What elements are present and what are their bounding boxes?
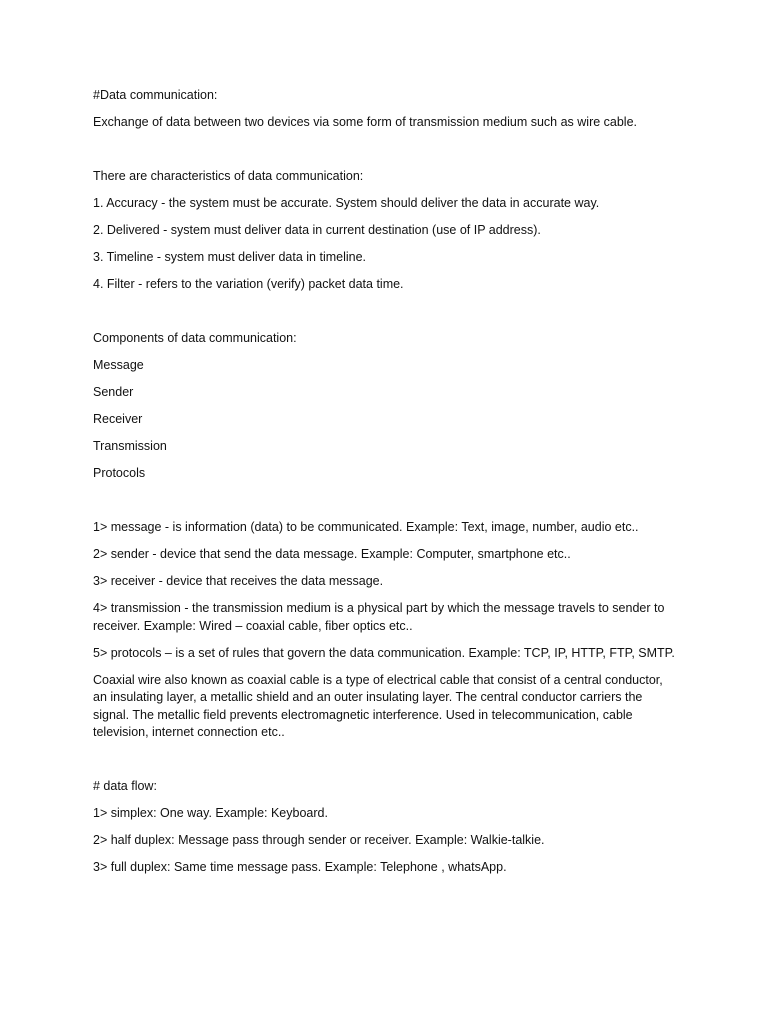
components-intro: Components of data communication: [93, 331, 297, 345]
definition-paragraph: Exchange of data between two devices via some form of transmission medium such as wire cable. [93, 115, 638, 129]
blank-line [93, 751, 678, 778]
blank-line [93, 492, 678, 519]
component-item: Transmission [93, 439, 167, 453]
component-detail-item: 4> transmission - the transmission medium is a physical part by which the message travels to sender to receiver. Example: Wired – coaxial cable, fiber optics etc.. [93, 601, 665, 633]
component-item: Message [93, 358, 144, 372]
characteristics-intro: There are characteristics of data communication: [93, 169, 364, 183]
coaxial-paragraph: Coaxial wire also known as coaxial cable is a type of electrical cable that consist of a central conductor, an insulating layer, a metallic shield and an outer insulating layer. The central conductor carriers the signal. The metallic field prevents electromagnetic interference. Used in telecommunication, cable television, internet connection etc.. [93, 672, 663, 739]
characteristic-item: 1. Accuracy - the system must be accurate. System should deliver the data in accurate way. [93, 196, 600, 210]
component-detail-item: 3> receiver - device that receives the data message. [93, 574, 384, 588]
document-page [93, 87, 678, 886]
component-detail-item: 1> message - is information (data) to be communicated. Example: Text, image, number, audio etc.. [93, 520, 639, 534]
dataflow-item: 1> simplex: One way. Example: Keyboard. [93, 806, 328, 820]
component-item: Protocols [93, 466, 146, 480]
dataflow-item: 2> half duplex: Message pass through sender or receiver. Example: Walkie-talkie. [93, 833, 545, 847]
component-detail-item: 5> protocols – is a set of rules that govern the data communication. Example: TCP, IP, HTTP, FTP, SMTP. [93, 645, 675, 660]
component-detail-item: 2> sender - device that send the data message. Example: Computer, smartphone etc.. [93, 547, 571, 561]
characteristic-item: 4. Filter - refers to the variation (verify) packet data time. [93, 277, 404, 291]
dataflow-item: 3> full duplex: Same time message pass. Example: Telephone , whatsApp. [93, 860, 507, 874]
characteristic-item: 2. Delivered - system must deliver data in current destination (use of IP address). [93, 223, 541, 237]
component-item: Receiver [93, 412, 143, 426]
section-heading-data-flow: # data flow: [93, 779, 157, 793]
component-item: Sender [93, 385, 134, 399]
blank-line [93, 141, 678, 168]
section-heading-data-communication: #Data communication: [93, 88, 218, 102]
characteristic-item: 3. Timeline - system must deliver data in timeline. [93, 250, 367, 264]
blank-line [93, 303, 678, 330]
